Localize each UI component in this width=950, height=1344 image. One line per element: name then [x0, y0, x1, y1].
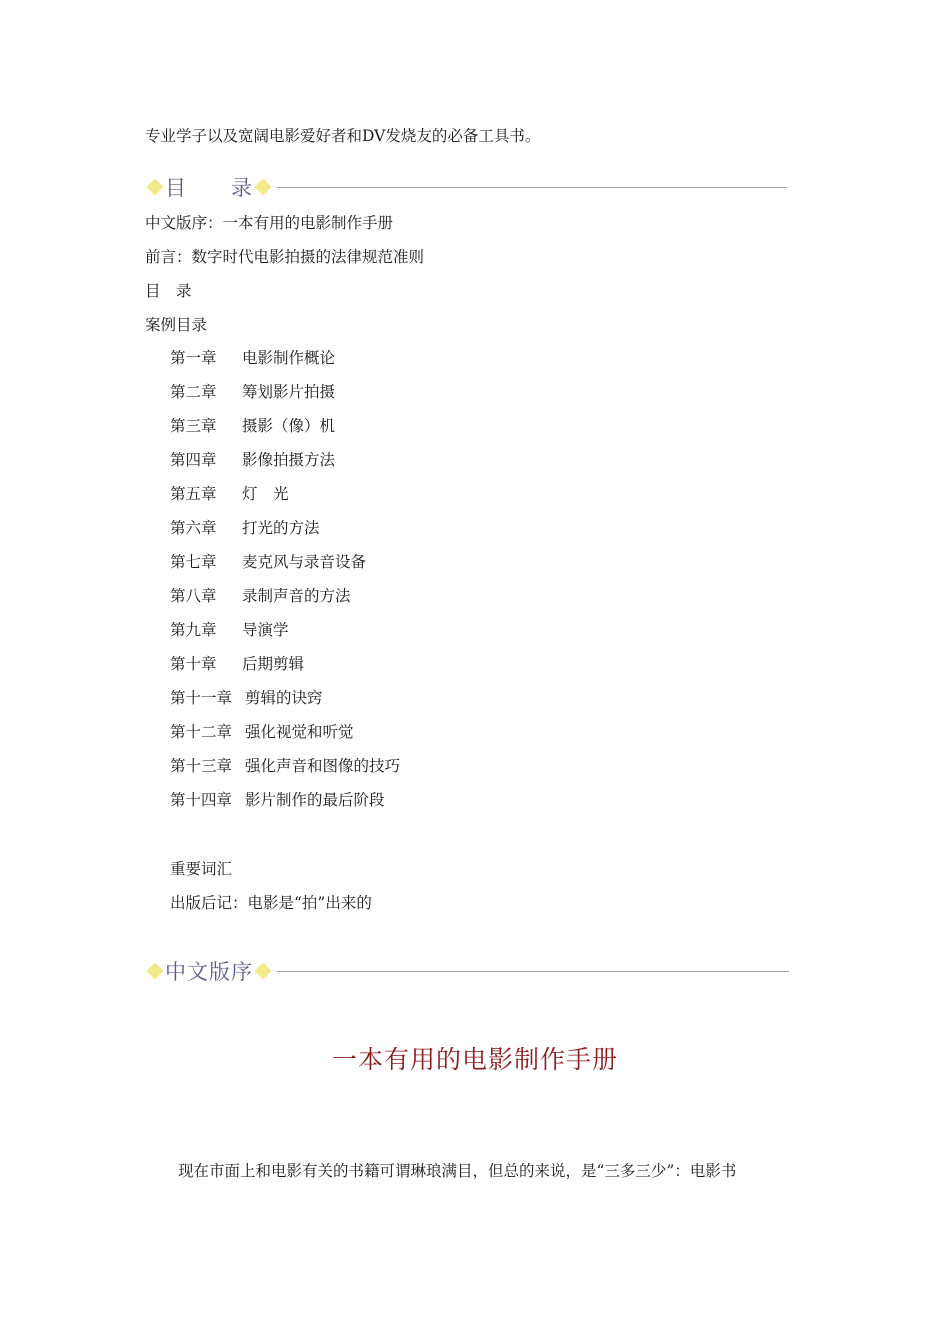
chapter-title: 剪辑的诀窍 — [245, 689, 323, 707]
preface-heading: 一本有用的电影制作手册 — [331, 1045, 618, 1074]
chapter-title: 电影制作概论 — [242, 349, 336, 367]
chapter-number: 第六章 — [170, 519, 217, 537]
toc-section-header — [145, 174, 787, 200]
toc-chapter-item — [170, 416, 335, 436]
toc-chapter-item — [170, 756, 400, 776]
diamond-icon — [255, 963, 272, 980]
chapter-title: 导演学 — [242, 621, 289, 639]
toc-chapter-item — [170, 450, 335, 470]
toc-chapter-item — [170, 484, 289, 504]
chapter-number: 第八章 — [170, 587, 217, 605]
chapter-title: 打光的方法 — [242, 519, 320, 537]
toc-front-item: 目 录 — [145, 282, 192, 300]
chapter-title: 影像拍摄方法 — [242, 451, 336, 469]
chapter-number: 第三章 — [170, 417, 217, 435]
intro-line: 专业学子以及宽阔电影爱好者和DV发烧友的必备工具书。 — [145, 127, 541, 145]
toc-section-title: 目 录 — [165, 176, 253, 200]
chapter-title: 录制声音的方法 — [242, 587, 351, 605]
toc-chapter-item — [170, 790, 385, 810]
toc-back-item: 出版后记：电影是“拍”出来的 — [170, 894, 372, 912]
toc-chapter-item — [170, 688, 323, 708]
preface-section-header — [145, 958, 789, 984]
chapter-number: 第九章 — [170, 621, 217, 639]
toc-chapter-item — [170, 654, 304, 674]
toc-chapter-item — [170, 722, 354, 742]
toc-chapter-item — [170, 518, 320, 538]
chapter-title: 摄影（像）机 — [242, 417, 336, 435]
chapter-number: 第四章 — [170, 451, 217, 469]
toc-front-item: 中文版序：一本有用的电影制作手册 — [145, 214, 394, 232]
chapter-number: 第十一章 — [170, 689, 233, 707]
chapter-title: 强化声音和图像的技巧 — [245, 757, 401, 775]
chapter-number: 第十章 — [170, 655, 217, 673]
toc-chapter-item — [170, 620, 289, 640]
toc-back-item: 重要词汇 — [170, 860, 233, 878]
toc-chapter-item — [170, 348, 335, 368]
diamond-icon — [147, 963, 164, 980]
chapter-title: 麦克风与录音设备 — [242, 553, 367, 571]
diamond-icon — [147, 179, 164, 196]
chapter-title: 后期剪辑 — [242, 655, 305, 673]
chapter-number: 第七章 — [170, 553, 217, 571]
toc-chapter-item — [170, 552, 366, 572]
toc-front-item: 案例目录 — [145, 316, 208, 334]
toc-front-item: 前言：数字时代电影拍摄的法律规范准则 — [145, 248, 425, 266]
chapter-number: 第一章 — [170, 349, 217, 367]
chapter-title: 灯 光 — [242, 485, 289, 503]
chapter-number: 第十四章 — [170, 791, 233, 809]
chapter-title: 影片制作的最后阶段 — [245, 791, 385, 809]
diamond-icon — [255, 179, 272, 196]
section-rule — [277, 187, 787, 188]
chapter-title: 筹划影片拍摄 — [242, 383, 336, 401]
chapter-number: 第十二章 — [170, 723, 233, 741]
chapter-number: 第十三章 — [170, 757, 233, 775]
preface-paragraph: 现在市面上和电影有关的书籍可谓琳琅满目，但总的来说，是“三多三少”：电影书 — [178, 1162, 737, 1180]
chapter-number: 第五章 — [170, 485, 217, 503]
preface-section-title: 中文版序 — [165, 960, 253, 984]
section-rule — [277, 971, 789, 972]
toc-chapter-item — [170, 586, 351, 606]
chapter-title: 强化视觉和听觉 — [245, 723, 354, 741]
toc-chapter-item — [170, 382, 335, 402]
chapter-number: 第二章 — [170, 383, 217, 401]
